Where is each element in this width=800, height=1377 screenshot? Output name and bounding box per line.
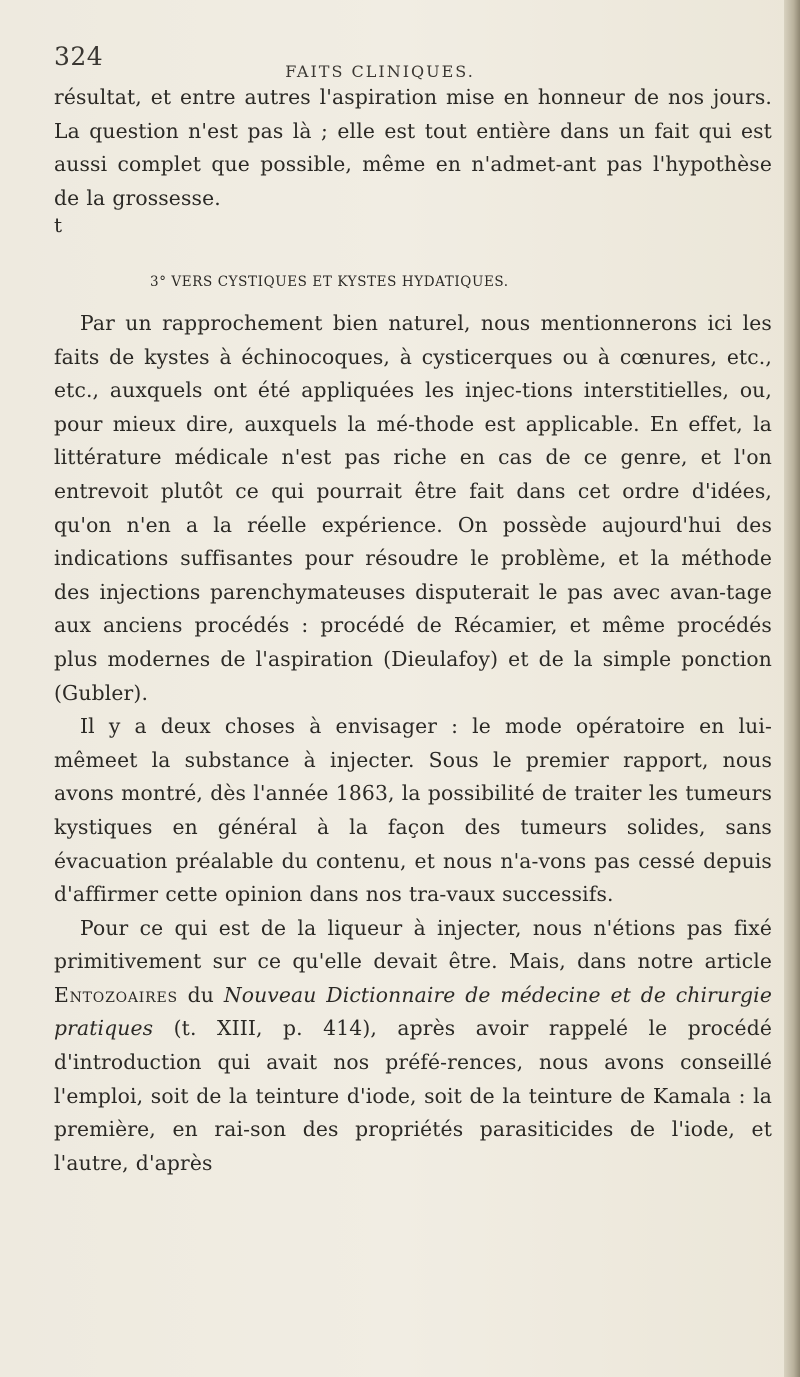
section-paragraph-1: Par un rapprochement bien naturel, nous mentionnerons ici les faits de kystes à échinocoques, à cysticerques ou à cœnures, etc., etc., auxquels ont été appliquées les injec-tions interstitielles, ou, pour mieux dire, auxquels la mé-thode est applicable. En effet, la littérature médicale n'est pas riche en cas de ce genre, et l'on entrevoit plutôt ce qui pourrait être fait dans cet ordre d'idées, qu'on n'en a la réelle expérience. On possède aujourd'hui des indications suffisantes pour résoudre le problème, et la méthode des injections parenchymateuses disputerait le pas avec avan-tage aux anciens procédés : procédé de Récamier, et même procédés plus modernes de l'aspiration (Dieulafoy) et de la simple ponction (Gubler). — [54, 311, 772, 705]
page-binding-edge — [784, 0, 800, 1377]
page-number: 324 — [54, 42, 104, 71]
paragraph-3-text-between: du — [187, 982, 215, 1007]
section-paragraph-2: Il y a deux choses à envisager : le mode opératoire en lui-mêmeet la substance à injecter. Sous le premier rapport, nous avons montré, dès l'année 1863, la possibilité de traiter les tumeurs kystiques en général à la façon des tumeurs solides, sans évacuation préalable du contenu, et nous n'a-vons pas cessé depuis d'affirmer cette opinion dans nos tra-vaux successifs. — [54, 714, 772, 907]
running-head: FAITS CLINIQUES. — [285, 62, 475, 81]
intro-paragraph: résultat, et entre autres l'aspiration mise en honneur de nos jours. La question n'est pas là ; elle est tout entière dans un fait qui est aussi complet que possible, même en n'admet-ant pas l'hypothèse de la grossesse. — [54, 85, 772, 210]
paragraph-3-text-after-title: (t. XIII, p. 414), après avoir rappelé le procédé d'introduction qui avait nos préfé-rences, nous avons conseillé l'emploi, soit de la teinture d'iode, soit de la teinture de Kamala : la première, en rai-son des propriétés parasiticides de l'iode, et l'autre, d'après — [54, 1016, 772, 1175]
paragraph-3-text-before-article: Pour ce qui est de la liqueur à injecter, nous n'étions pas fixé primitivement sur ce qu'elle devait être. Mais, dans notre article — [54, 915, 772, 974]
section-paragraph-3 — [54, 912, 772, 1181]
section-heading: 3° VERS CYSTIQUES ET KYSTES HYDATIQUES. — [150, 274, 509, 290]
stray-mark: t — [54, 213, 63, 237]
section-body — [54, 307, 772, 1180]
article-name: Entozoaires — [54, 982, 178, 1007]
work-title: Nouveau Dictionnaire de médecine et de chirurgie pratiques — [54, 982, 772, 1041]
